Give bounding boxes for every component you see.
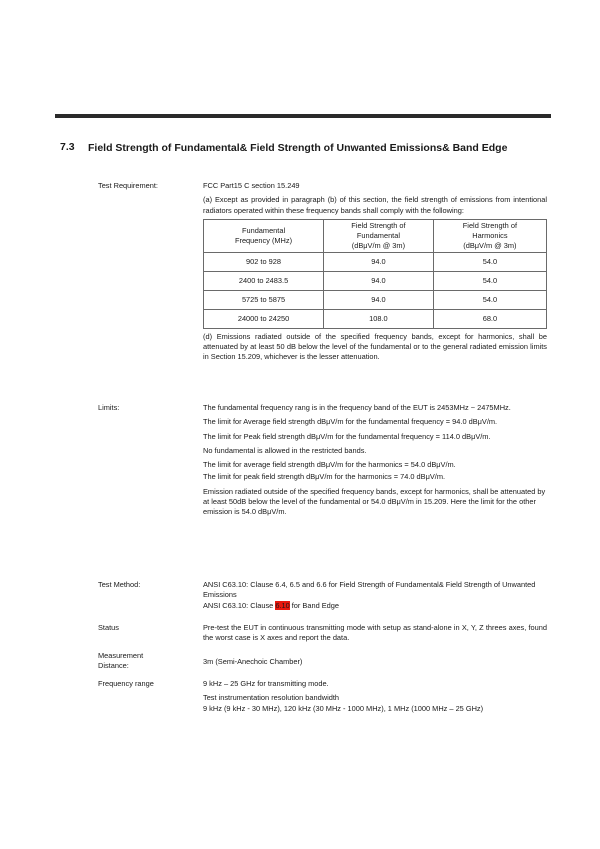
paragraph-d: (d) Emissions radiated outside of the specified frequency bands, except for harmonics, shall be attenuated by at least 50 dB below the level of the fundamental or to the general radiated emission limits in Section 15.209, whichever is the lesser attenuation. [203,331,547,362]
limits-paragraph-5: The limit for average field strength dBμV/m for the harmonics = 54.0 dBμV/m. [203,460,456,470]
paragraph-a: (a) Except as provided in paragraph (b) of this section, the field strength of emissions from intentional radiators operated within these frequency bands shall comply with the following: [203,195,547,215]
header-line: Fundamental [241,225,286,235]
table-row [204,290,547,309]
header-line: Field Strength of [351,220,406,230]
table-cell: 54.0 [433,290,546,309]
header-line: Harmonics [472,230,508,240]
measurement-label-line-1: Measurement [98,651,144,660]
status-text: Pre-test the EUT in continuous transmitting mode with setup as stand-alone in X, Y, Z threes axes, found the worst case is X axes and report the data. [203,623,547,643]
test-method-line-2-prefix: ANSI C63.10: Clause [203,600,276,610]
header-line: (dBμV/m @ 3m) [351,240,406,250]
bandwidth-title: Test instrumentation resolution bandwidth [203,693,339,703]
table-cell: 54.0 [433,271,546,290]
test-method-block [203,580,547,611]
frequency-range-label: Frequency range [98,679,154,688]
limits-block [203,403,547,518]
section-title: Field Strength of Fundamental& Field Strength of Unwanted Emissions& Band Edge [88,142,508,154]
header-field-strength-harmonics [433,219,546,252]
test-requirement-label: Test Requirement: [98,181,158,190]
test-method-line-2-suffix: for Band Edge [289,600,340,610]
header-line: Field Strength of [462,220,518,230]
table-cell: 94.0 [324,252,434,271]
header-rule [55,114,551,118]
test-requirement-standard: FCC Part15 C section 15.249 [203,181,300,190]
limits-label: Limits: [98,403,120,412]
header-line: Fundamental [356,230,400,240]
frequency-range-block [203,679,547,714]
header-field-strength-fundamental [324,219,434,252]
limits-table-header-row [204,219,547,252]
table-cell: 902 to 928 [204,252,324,271]
table-cell: 54.0 [433,252,546,271]
limits-paragraph-4: No fundamental is allowed in the restricted bands. [203,445,367,455]
highlighted-clause: 6.10 [275,600,290,610]
limits-paragraph-1: The fundamental frequency rang is in the frequency band of the EUT is 2453MHz ~ 2475MHz. [203,403,511,412]
measurement-label-line-2: Distance: [98,661,129,670]
section-number: 7.3 [60,141,75,153]
test-method-label: Test Method: [98,580,141,589]
limits-paragraph-7: Emission radiated outside of the specified frequency bands, except for harmonics, shall be attenuated by at least 50dB below the level of the fundamental or 54.0 dBμV/m in 15.209. Here the limit for the other emission is 54.0 dBμV/m. [203,486,546,517]
limits-paragraph-3: The limit for Peak field strength dBμV/m for the fundamental frequency = 114.0 dBμV/m. [203,431,491,441]
table-cell: 108.0 [324,309,434,328]
measurement-distance-label [98,651,143,671]
test-method-line-2 [203,601,547,611]
table-cell: 24000 to 24250 [204,309,324,328]
header-line: (dBμV/m @ 3m) [463,240,517,250]
table-row [204,271,547,290]
table-cell: 94.0 [324,290,434,309]
limits-paragraph-2: The limit for Average field strength dBμV/m for the fundamental frequency = 94.0 dBμV/m. [203,417,498,427]
table-row [204,252,547,271]
bandwidth-text: 9 kHz (9 kHz - 30 MHz), 120 kHz (30 MHz - 1000 MHz), 1 MHz (1000 MHz – 25 GHz) [203,703,484,713]
table-cell: 5725 to 5875 [204,290,324,309]
header-line: Frequency (MHz) [234,235,293,245]
table-cell: 68.0 [433,309,546,328]
table-cell: 2400 to 2483.5 [204,271,324,290]
status-label: Status [98,623,119,632]
frequency-range-text: 9 kHz – 25 GHz for transmitting mode. [203,679,329,688]
test-method-line-1: ANSI C63.10: Clause 6.4, 6.5 and 6.6 for Field Strength of Fundamental& Field Strength of Unwanted Emissions [203,580,536,600]
limits-table [203,219,547,329]
limits-paragraph-6: The limit for peak field strength dBμV/m for the harmonics = 74.0 dBμV/m. [203,472,446,482]
table-cell: 94.0 [324,271,434,290]
table-row [204,309,547,328]
test-requirement-block [203,181,547,363]
header-fundamental-frequency [204,219,324,252]
measurement-distance-text: 3m (Semi-Anechoic Chamber) [203,657,303,666]
